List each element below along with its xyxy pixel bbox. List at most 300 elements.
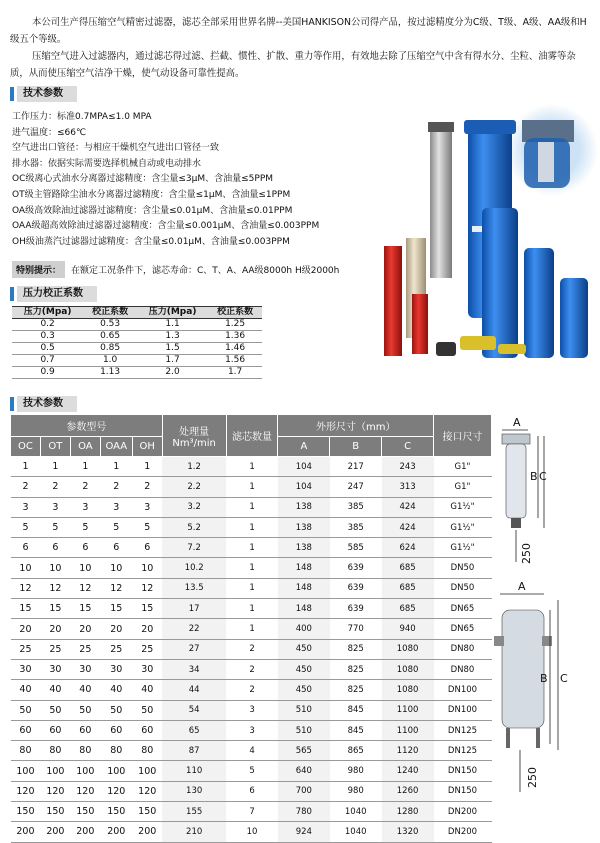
element-count: 1 [226,517,278,537]
model-oh: 200 [132,822,162,842]
dim-c: 1120 [382,741,434,761]
model-row [11,700,492,720]
model-oh: 100 [132,761,162,781]
pressure-value: 0.9 [12,367,83,379]
pressure-header-row [12,307,262,319]
flow-rate: 1.2 [162,457,226,477]
dim-a: 148 [278,599,330,619]
pressure-row [12,319,262,331]
correction-factor: 1.7 [208,367,262,379]
element-count: 1 [226,619,278,639]
model-ot: 12 [40,578,70,598]
model-oc: 25 [11,639,41,659]
model-oc: 1 [11,457,41,477]
factor-header: 校正系数 [83,307,137,319]
flow-rate: 27 [162,639,226,659]
dim-a: 148 [278,558,330,578]
model-ot: 20 [40,619,70,639]
dim-b: 865 [330,741,382,761]
dim-c: 1080 [382,680,434,700]
dim-c-label-top: C [539,470,547,483]
connection-size: DN50 [434,578,492,598]
model-oa: 200 [70,822,100,842]
correction-factor: 1.46 [208,343,262,355]
oaa-header: OAA [100,437,132,457]
model-oh: 2 [132,477,162,497]
element-count: 3 [226,720,278,740]
spec-pressure: 工作压力：标准0.7MPA≤1.0 MPA [12,112,152,122]
model-ot: 150 [40,802,70,822]
model-row [11,822,492,842]
spec-ot: OT级主管路除尘油水分离器过滤精度：含尘量≤1μM、含油量≤1PPM [12,189,291,200]
dim-c: 940 [382,619,434,639]
model-oh: 80 [132,741,162,761]
dim-b: 639 [330,599,382,619]
model-ot: 25 [40,639,70,659]
model-ot: 30 [40,659,70,679]
connection-size: G1½" [434,517,492,537]
dim-b: 1040 [330,802,382,822]
element-count: 1 [226,497,278,517]
pressure-value: 1.3 [137,331,208,343]
model-oc: 120 [11,781,41,801]
model-row [11,741,492,761]
dim-a: 700 [278,781,330,801]
model-oaa: 40 [100,680,132,700]
oh-header: OH [132,437,162,457]
model-row [11,497,492,517]
special-note [12,261,339,278]
model-oa: 20 [70,619,100,639]
model-oh: 15 [132,599,162,619]
model-oc: 15 [11,599,41,619]
dim-a: 640 [278,761,330,781]
factor-header: 校正系数 [208,307,262,319]
pressure-table [12,306,262,379]
dim-a: 400 [278,619,330,639]
model-oa: 1 [70,457,100,477]
connection-size: G1½" [434,497,492,517]
dim-b-header: B [330,437,382,457]
connection-size: DN65 [434,619,492,639]
oc-header: OC [11,437,41,457]
correction-factor: 0.65 [83,331,137,343]
model-oaa: 3 [100,497,132,517]
inset-element [538,142,554,182]
model-oh: 40 [132,680,162,700]
dim-c: 685 [382,599,434,619]
pressure-value: 1.5 [137,343,208,355]
connection-size: DN65 [434,599,492,619]
pressure-heading-label: 压力校正系数 [17,286,97,302]
pressure-value: 0.3 [12,331,83,343]
model-row [11,457,492,477]
spec-oa: OA级高效除油过滤器过滤精度：含尘量≤0.01μM、含油量≤0.01PPM [12,205,293,216]
model-oaa: 15 [100,599,132,619]
dim-c: 685 [382,578,434,598]
model-oa: 150 [70,802,100,822]
dim-b: 585 [330,538,382,558]
dim-c-header: C [382,437,434,457]
flow-rate: 17 [162,599,226,619]
dim-a: 450 [278,680,330,700]
dim-a: 148 [278,578,330,598]
element-count: 1 [226,558,278,578]
dim-c: 624 [382,538,434,558]
model-oaa: 10 [100,558,132,578]
large-filter-leg-right [536,728,540,748]
model-spec-table [10,414,492,843]
dim-c: 1080 [382,659,434,679]
model-oh: 120 [132,781,162,801]
model-header-row-1 [11,415,492,437]
flow-rate: 13.5 [162,578,226,598]
dim-c: 1260 [382,781,434,801]
spec-pipe-diameter: 空气进出口管径：与相应干燥机空气进出口管径一致 [12,143,220,154]
flow-rate: 10.2 [162,558,226,578]
element-count: 2 [226,639,278,659]
correction-factor: 0.85 [83,343,137,355]
flow-rate: 87 [162,741,226,761]
dim-a: 138 [278,517,330,537]
note-label: 特别提示： [12,261,65,278]
model-ot: 3 [40,497,70,517]
pressure-row [12,355,262,367]
dims-header: 外形尺寸（mm） [278,415,434,437]
model-oh: 5 [132,517,162,537]
model-oa: 40 [70,680,100,700]
large-filter-leg-left [506,728,510,748]
connection-size: DN50 [434,558,492,578]
dim-a: 138 [278,538,330,558]
spec-oaa: OAA级超高效除油过滤器过滤精度：含尘量≤0.001μM、含油量≤0.003PPM [12,221,320,232]
pressure-value: 0.2 [12,319,83,331]
model-oaa: 60 [100,720,132,740]
model-oa: 15 [70,599,100,619]
flow-rate: 130 [162,781,226,801]
element-count: 7 [226,802,278,822]
oa-header: OA [70,437,100,457]
element-count: 1 [226,538,278,558]
model-oc: 12 [11,578,41,598]
model-row [11,680,492,700]
dim-a-header: A [278,437,330,457]
dim-b: 980 [330,761,382,781]
model-row [11,639,492,659]
dim-b: 825 [330,659,382,679]
model-oh: 1 [132,457,162,477]
connection-size: DN150 [434,781,492,801]
intro [10,14,592,82]
model-oc: 30 [11,659,41,679]
tech-heading-label: 技术参数 [17,86,77,102]
model-oc: 100 [11,761,41,781]
model-oh: 150 [132,802,162,822]
model-oaa: 120 [100,781,132,801]
pressure-value: 2.0 [137,367,208,379]
model-oc: 20 [11,619,41,639]
connection-header: 接口尺寸 [434,415,492,457]
dim-b: 770 [330,619,382,639]
intro-paragraph-1: 本公司生产得压缩空气精密过滤器，滤芯全部采用世界名牌--美国HANKISON公司得产品，按过滤精度分为C级、T级、A级、AA级和H级五个等级。 [10,17,587,45]
grey-filter-element [430,128,452,278]
large-filter-outlet [542,636,552,646]
dim-c: 243 [382,457,434,477]
small-filter-body [506,444,526,518]
connection-size: DN100 [434,680,492,700]
element-count: 1 [226,578,278,598]
dim-a: 450 [278,659,330,679]
model-oaa: 80 [100,741,132,761]
model-oa: 100 [70,761,100,781]
model-row [11,477,492,497]
blue-filter-small [560,278,588,358]
model-ot: 15 [40,599,70,619]
large-filter-inlet [494,636,504,646]
model-oc: 6 [11,538,41,558]
model-oa: 5 [70,517,100,537]
model-oaa: 150 [100,802,132,822]
dim-a: 924 [278,822,330,842]
model-oaa: 25 [100,639,132,659]
model-oh: 10 [132,558,162,578]
spec-drain: 排水器：依据实际需要选择机械自动或电动排水 [12,158,202,169]
flow-rate: 54 [162,700,226,720]
dim-a-label-bottom: A [518,580,526,593]
spec-list [12,110,384,250]
dim-b: 825 [330,639,382,659]
dim-a: 780 [278,802,330,822]
model-ot: 6 [40,538,70,558]
model-oh: 30 [132,659,162,679]
connection-size: DN80 [434,659,492,679]
clearance-label-bottom: 250 [526,767,539,788]
element-count: 4 [226,741,278,761]
connection-size: DN200 [434,802,492,822]
model-oh: 6 [132,538,162,558]
dim-c: 1100 [382,700,434,720]
dim-c: 313 [382,477,434,497]
connection-size: DN125 [434,720,492,740]
element-count: 1 [226,599,278,619]
model-oc: 40 [11,680,41,700]
red-filter-element [384,246,402,356]
pressure-value: 0.5 [12,343,83,355]
model-oaa: 20 [100,619,132,639]
model-row [11,578,492,598]
blue-filter-tall-head [464,120,516,134]
model-row [11,781,492,801]
model-oh: 12 [132,578,162,598]
model-oh: 20 [132,619,162,639]
gauge-fitting [436,342,456,356]
model-ot: 100 [40,761,70,781]
model-row [11,517,492,537]
dim-b: 639 [330,558,382,578]
flow-rate: 155 [162,802,226,822]
model-row [11,558,492,578]
model-oa: 60 [70,720,100,740]
models-heading [10,396,77,412]
dim-a: 510 [278,700,330,720]
dim-c: 1240 [382,761,434,781]
dim-a-label-top: A [513,416,521,429]
model-oh: 25 [132,639,162,659]
pressure-header: 压力(Mpa) [12,307,83,319]
model-row [11,619,492,639]
model-oc: 200 [11,822,41,842]
pressure-row [12,367,262,379]
model-ot: 40 [40,680,70,700]
element-count: 10 [226,822,278,842]
dim-a: 450 [278,639,330,659]
dim-b: 1040 [330,822,382,842]
dim-c: 424 [382,497,434,517]
pressure-row [12,343,262,355]
dim-b: 247 [330,477,382,497]
connection-size: G1" [434,457,492,477]
model-row [11,761,492,781]
dim-a: 510 [278,720,330,740]
flow-header [162,415,226,457]
connection-size: DN200 [434,822,492,842]
dim-b-label-bottom: B [540,672,548,685]
model-oa: 50 [70,700,100,720]
model-oc: 60 [11,720,41,740]
clearance-label-top: 250 [520,543,533,564]
model-ot: 10 [40,558,70,578]
connection-size: DN80 [434,639,492,659]
flow-rate: 5.2 [162,517,226,537]
red-filter-element-2 [412,294,428,354]
blue-filter-mid-2 [524,248,554,358]
model-oh: 3 [132,497,162,517]
pressure-value: 1.7 [137,355,208,367]
element-count: 1 [226,477,278,497]
dim-c-label-bottom: C [560,672,568,685]
model-oc: 80 [11,741,41,761]
model-oc: 2 [11,477,41,497]
dim-c: 1080 [382,639,434,659]
model-oc: 50 [11,700,41,720]
dim-b: 385 [330,517,382,537]
correction-factor: 0.53 [83,319,137,331]
tech-heading [10,86,77,102]
model-ot: 2 [40,477,70,497]
model-oaa: 12 [100,578,132,598]
element-count: 3 [226,700,278,720]
model-row [11,802,492,822]
flow-header-unit: Nm³/min [172,437,216,449]
model-oaa: 50 [100,700,132,720]
dim-b-label-top: B [530,470,538,483]
flow-header-label: 处理量 [179,426,210,438]
drain-valve-2 [498,344,526,354]
pressure-row [12,331,262,343]
connection-size: DN150 [434,761,492,781]
dim-a: 104 [278,477,330,497]
element-count: 2 [226,659,278,679]
dim-c: 1100 [382,720,434,740]
connection-size: DN125 [434,741,492,761]
correction-factor: 1.25 [208,319,262,331]
model-oa: 3 [70,497,100,517]
dim-b: 980 [330,781,382,801]
flow-rate: 3.2 [162,497,226,517]
model-oaa: 6 [100,538,132,558]
model-oa: 6 [70,538,100,558]
flow-rate: 22 [162,619,226,639]
dim-b: 825 [330,680,382,700]
pressure-heading [10,286,97,302]
correction-factor: 1.36 [208,331,262,343]
models-heading-label: 技术参数 [17,396,77,412]
flow-rate: 110 [162,761,226,781]
dimension-diagram [494,414,594,794]
drain-valve [460,336,496,350]
element-count: 6 [226,781,278,801]
model-oh: 50 [132,700,162,720]
correction-factor: 1.56 [208,355,262,367]
model-ot: 50 [40,700,70,720]
model-ot: 1 [40,457,70,477]
model-ot: 80 [40,741,70,761]
model-header: 参数型号 [11,415,163,437]
note-text: 在额定工况条件下，滤芯寿命：C、T、A、AA级8000h H级2000h [71,266,340,276]
model-oaa: 2 [100,477,132,497]
intro-paragraph-2: 压缩空气进入过滤器内，通过滤芯得过滤、拦截、惯性、扩散、重力等作用，有效地去除了压缩空气中含有得水分、尘粒、油雾等杂质，从而使压缩空气洁净干燥，使气动设备可靠性提高。 [10,51,576,79]
dim-b: 639 [330,578,382,598]
model-ot: 200 [40,822,70,842]
flow-rate: 2.2 [162,477,226,497]
pressure-value: 1.1 [137,319,208,331]
connection-size: DN100 [434,700,492,720]
model-oaa: 200 [100,822,132,842]
flow-rate: 7.2 [162,538,226,558]
dim-b: 217 [330,457,382,477]
pressure-value: 0.7 [12,355,83,367]
model-oaa: 100 [100,761,132,781]
element-count: 1 [226,457,278,477]
model-row [11,720,492,740]
spec-oc: OC级离心式油水分离器过滤精度：含尘量≤3μM、含油量≤5PPM [12,174,274,185]
connection-size: G1" [434,477,492,497]
dim-b: 385 [330,497,382,517]
large-filter-body [502,610,544,728]
dim-a: 104 [278,457,330,477]
model-oa: 10 [70,558,100,578]
model-row [11,538,492,558]
pressure-header: 压力(Mpa) [137,307,208,319]
dim-c: 685 [382,558,434,578]
model-oc: 10 [11,558,41,578]
dim-b: 845 [330,700,382,720]
dim-c: 424 [382,517,434,537]
model-oaa: 5 [100,517,132,537]
blue-filter-mid [482,208,518,358]
model-oaa: 30 [100,659,132,679]
model-row [11,599,492,619]
model-row [11,659,492,679]
model-ot: 60 [40,720,70,740]
dim-a: 565 [278,741,330,761]
model-oaa: 1 [100,457,132,477]
model-oa: 120 [70,781,100,801]
model-ot: 5 [40,517,70,537]
dim-b: 845 [330,720,382,740]
dim-a: 138 [278,497,330,517]
model-oa: 2 [70,477,100,497]
